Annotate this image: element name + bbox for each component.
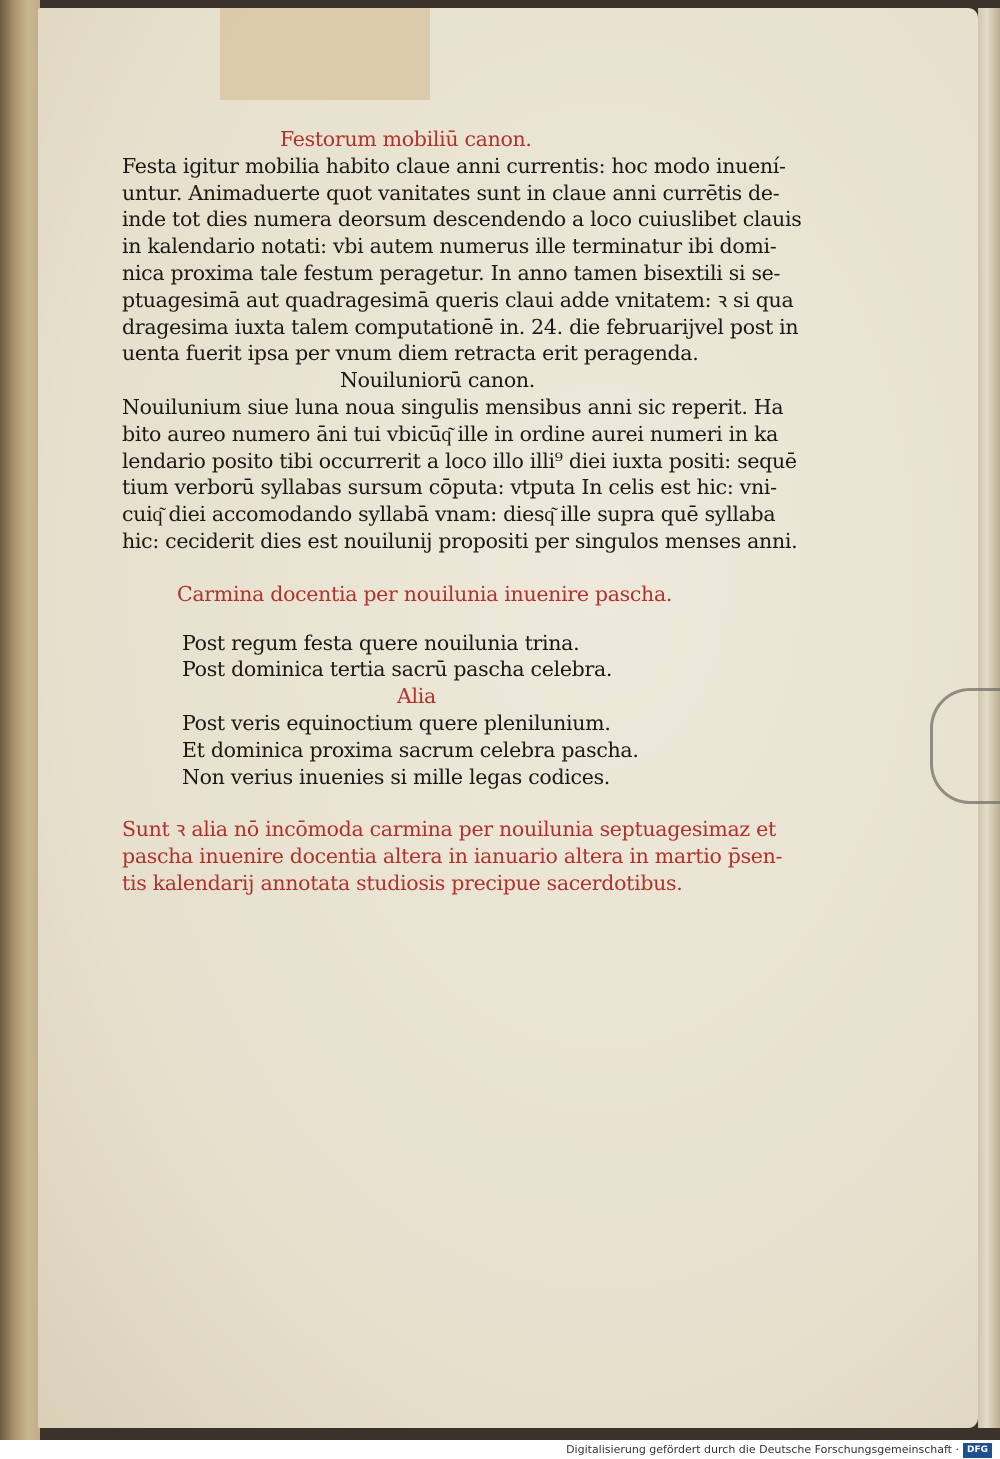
- text-line: hic: ceciderit dies est nouilunij propositi per singulos menses anni.: [122, 528, 798, 553]
- page-text: [122, 126, 852, 897]
- text-line: Sunt ꝛ alia nō incōmoda carmina per nouilunia septuagesimaz et: [122, 817, 776, 842]
- verse-line: Post veris equinoctium quere plenilunium.: [182, 710, 611, 735]
- digitization-footer: [0, 1440, 1000, 1459]
- text-line: dragesima iuxta talem computationē in. 24. die februarijvel post in: [122, 314, 799, 339]
- heading-carmina: Carmina docentia per nouilunia inuenire pascha.: [177, 581, 673, 606]
- tape-patch: [220, 8, 430, 100]
- heading-feasts: Festorum mobiliū canon.: [280, 127, 532, 151]
- text-line: in kalendario notati: vbi autem numerus ille terminatur ibi domi-: [122, 234, 777, 259]
- heading-alia: Alia: [397, 684, 436, 709]
- feasts-paragraph: [122, 153, 852, 367]
- closing-paragraph: [122, 816, 852, 896]
- text-line: inde tot dies numera deorsum descendendo a loco cuiuslibet clauis: [122, 207, 802, 232]
- book-binding: [0, 0, 40, 1440]
- verse-line: Post regum festa quere nouilunia trina.: [182, 630, 580, 655]
- text-line: ptuagesimā aut quadragesimā queris claui adde vnitatem: ꝛ si qua: [122, 287, 794, 312]
- text-line: lendario posito tibi occurrerit a loco illo illi⁹ diei iuxta positi: sequē: [122, 448, 797, 473]
- verse-line: Et dominica proxima sacrum celebra pascha.: [182, 737, 639, 762]
- text-line: Festa igitur mobilia habito claue anni currentis: hoc modo inuení-: [122, 153, 786, 178]
- text-line: Nouilunium siue luna noua singulis mensibus anni sic reperit. Ha: [122, 394, 784, 419]
- text-line: tis kalendarij annotata studiosis precipue sacerdotibus.: [122, 870, 683, 895]
- verse-two: [122, 710, 852, 790]
- verse-line: Non verius inuenies si mille legas codices.: [182, 764, 611, 789]
- verse-one: [122, 630, 852, 684]
- text-line: bito aureo numero āni tui vbicūq͂ ille in ordine aurei numeri in ka: [122, 421, 779, 446]
- clip-shadow: [930, 688, 1000, 804]
- verse-line: Post dominica tertia sacrū pascha celebra.: [182, 657, 613, 682]
- spacer: [122, 555, 852, 581]
- spacer: [122, 790, 852, 816]
- novilunia-paragraph: [122, 394, 852, 555]
- heading-novilunia: Nouiluniorū canon.: [340, 368, 535, 393]
- footer-credit: Digitalisierung gefördert durch die Deutsche Forschungsgemeinschaft ·: [566, 1443, 959, 1456]
- spacer: [122, 608, 852, 630]
- text-line: tium verborū syllabas sursum cōputa: vtputa In celis est hic: vni-: [122, 475, 777, 500]
- text-line: nica proxima tale festum peragetur. In anno tamen bisextili si se-: [122, 260, 781, 285]
- text-line: pascha inuenire docentia altera in ianuario altera in martio p̄sen-: [122, 844, 783, 869]
- text-line: uenta fuerit ipsa per vnum diem retracta erit peragenda.: [122, 341, 699, 366]
- dfg-logo-icon: DFG: [963, 1443, 992, 1458]
- text-line: cuiq͂ diei accomodando syllabā vnam: diesq͂ ille supra quē syllaba: [122, 502, 776, 527]
- text-line: untur. Animaduerte quot vanitates sunt in claue anni currētis de-: [122, 180, 780, 205]
